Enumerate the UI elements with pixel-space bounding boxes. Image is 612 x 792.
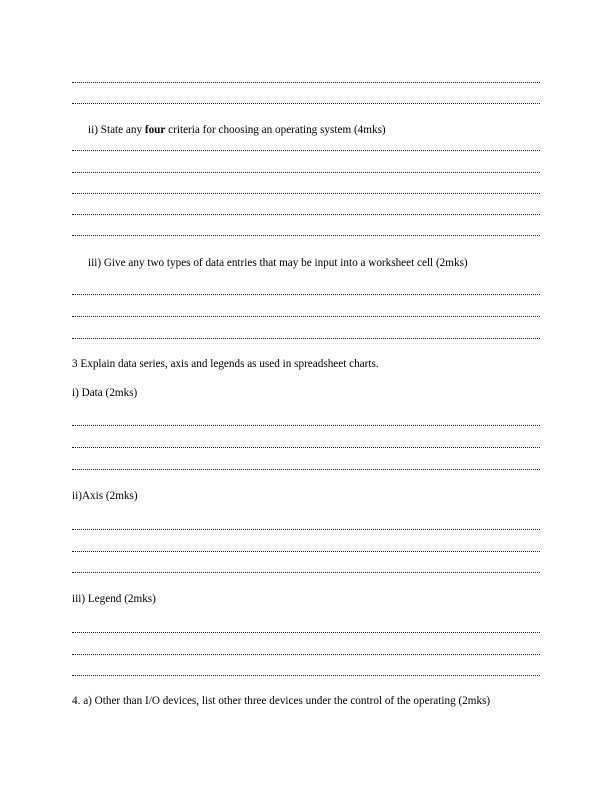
answer-line[interactable]	[72, 529, 540, 530]
answer-line[interactable]	[72, 572, 540, 573]
question-text: ii) State any	[88, 124, 145, 136]
question-2-iii: iii) Give any two types of data entries that may be input into a worksheet cell (2mks)	[88, 257, 468, 269]
answer-line[interactable]	[72, 82, 540, 83]
answer-line[interactable]	[72, 425, 540, 426]
answer-line[interactable]	[72, 551, 540, 552]
emphasis-text: four	[144, 124, 166, 136]
answer-line[interactable]	[72, 172, 540, 173]
question-3-iii-label: iii) Legend (2mks)	[72, 593, 156, 605]
answer-line[interactable]	[72, 294, 540, 295]
answer-line[interactable]	[72, 193, 540, 194]
answer-line[interactable]	[72, 447, 540, 448]
question-3-ii-label: ii)Axis (2mks)	[72, 490, 138, 502]
answer-line[interactable]	[72, 654, 540, 655]
question-3-stem: 3 Explain data series, axis and legends as used in spreadsheet charts.	[72, 358, 379, 370]
answer-line[interactable]	[72, 316, 540, 317]
answer-line[interactable]	[72, 675, 540, 676]
question-4-a: 4. a) Other than I/O devices, list other three devices under the control of the operating (2mks)	[72, 695, 491, 707]
answer-line[interactable]	[72, 338, 540, 339]
question-3-i-label: i) Data (2mks)	[72, 387, 138, 399]
answer-line[interactable]	[72, 469, 540, 470]
question-2-ii	[88, 124, 386, 137]
question-text: criteria for choosing an operating system (4mks)	[165, 124, 386, 136]
answer-line[interactable]	[72, 235, 540, 236]
answer-line[interactable]	[72, 103, 540, 104]
answer-line[interactable]	[72, 150, 540, 151]
answer-line[interactable]	[72, 632, 540, 633]
answer-line[interactable]	[72, 214, 540, 215]
